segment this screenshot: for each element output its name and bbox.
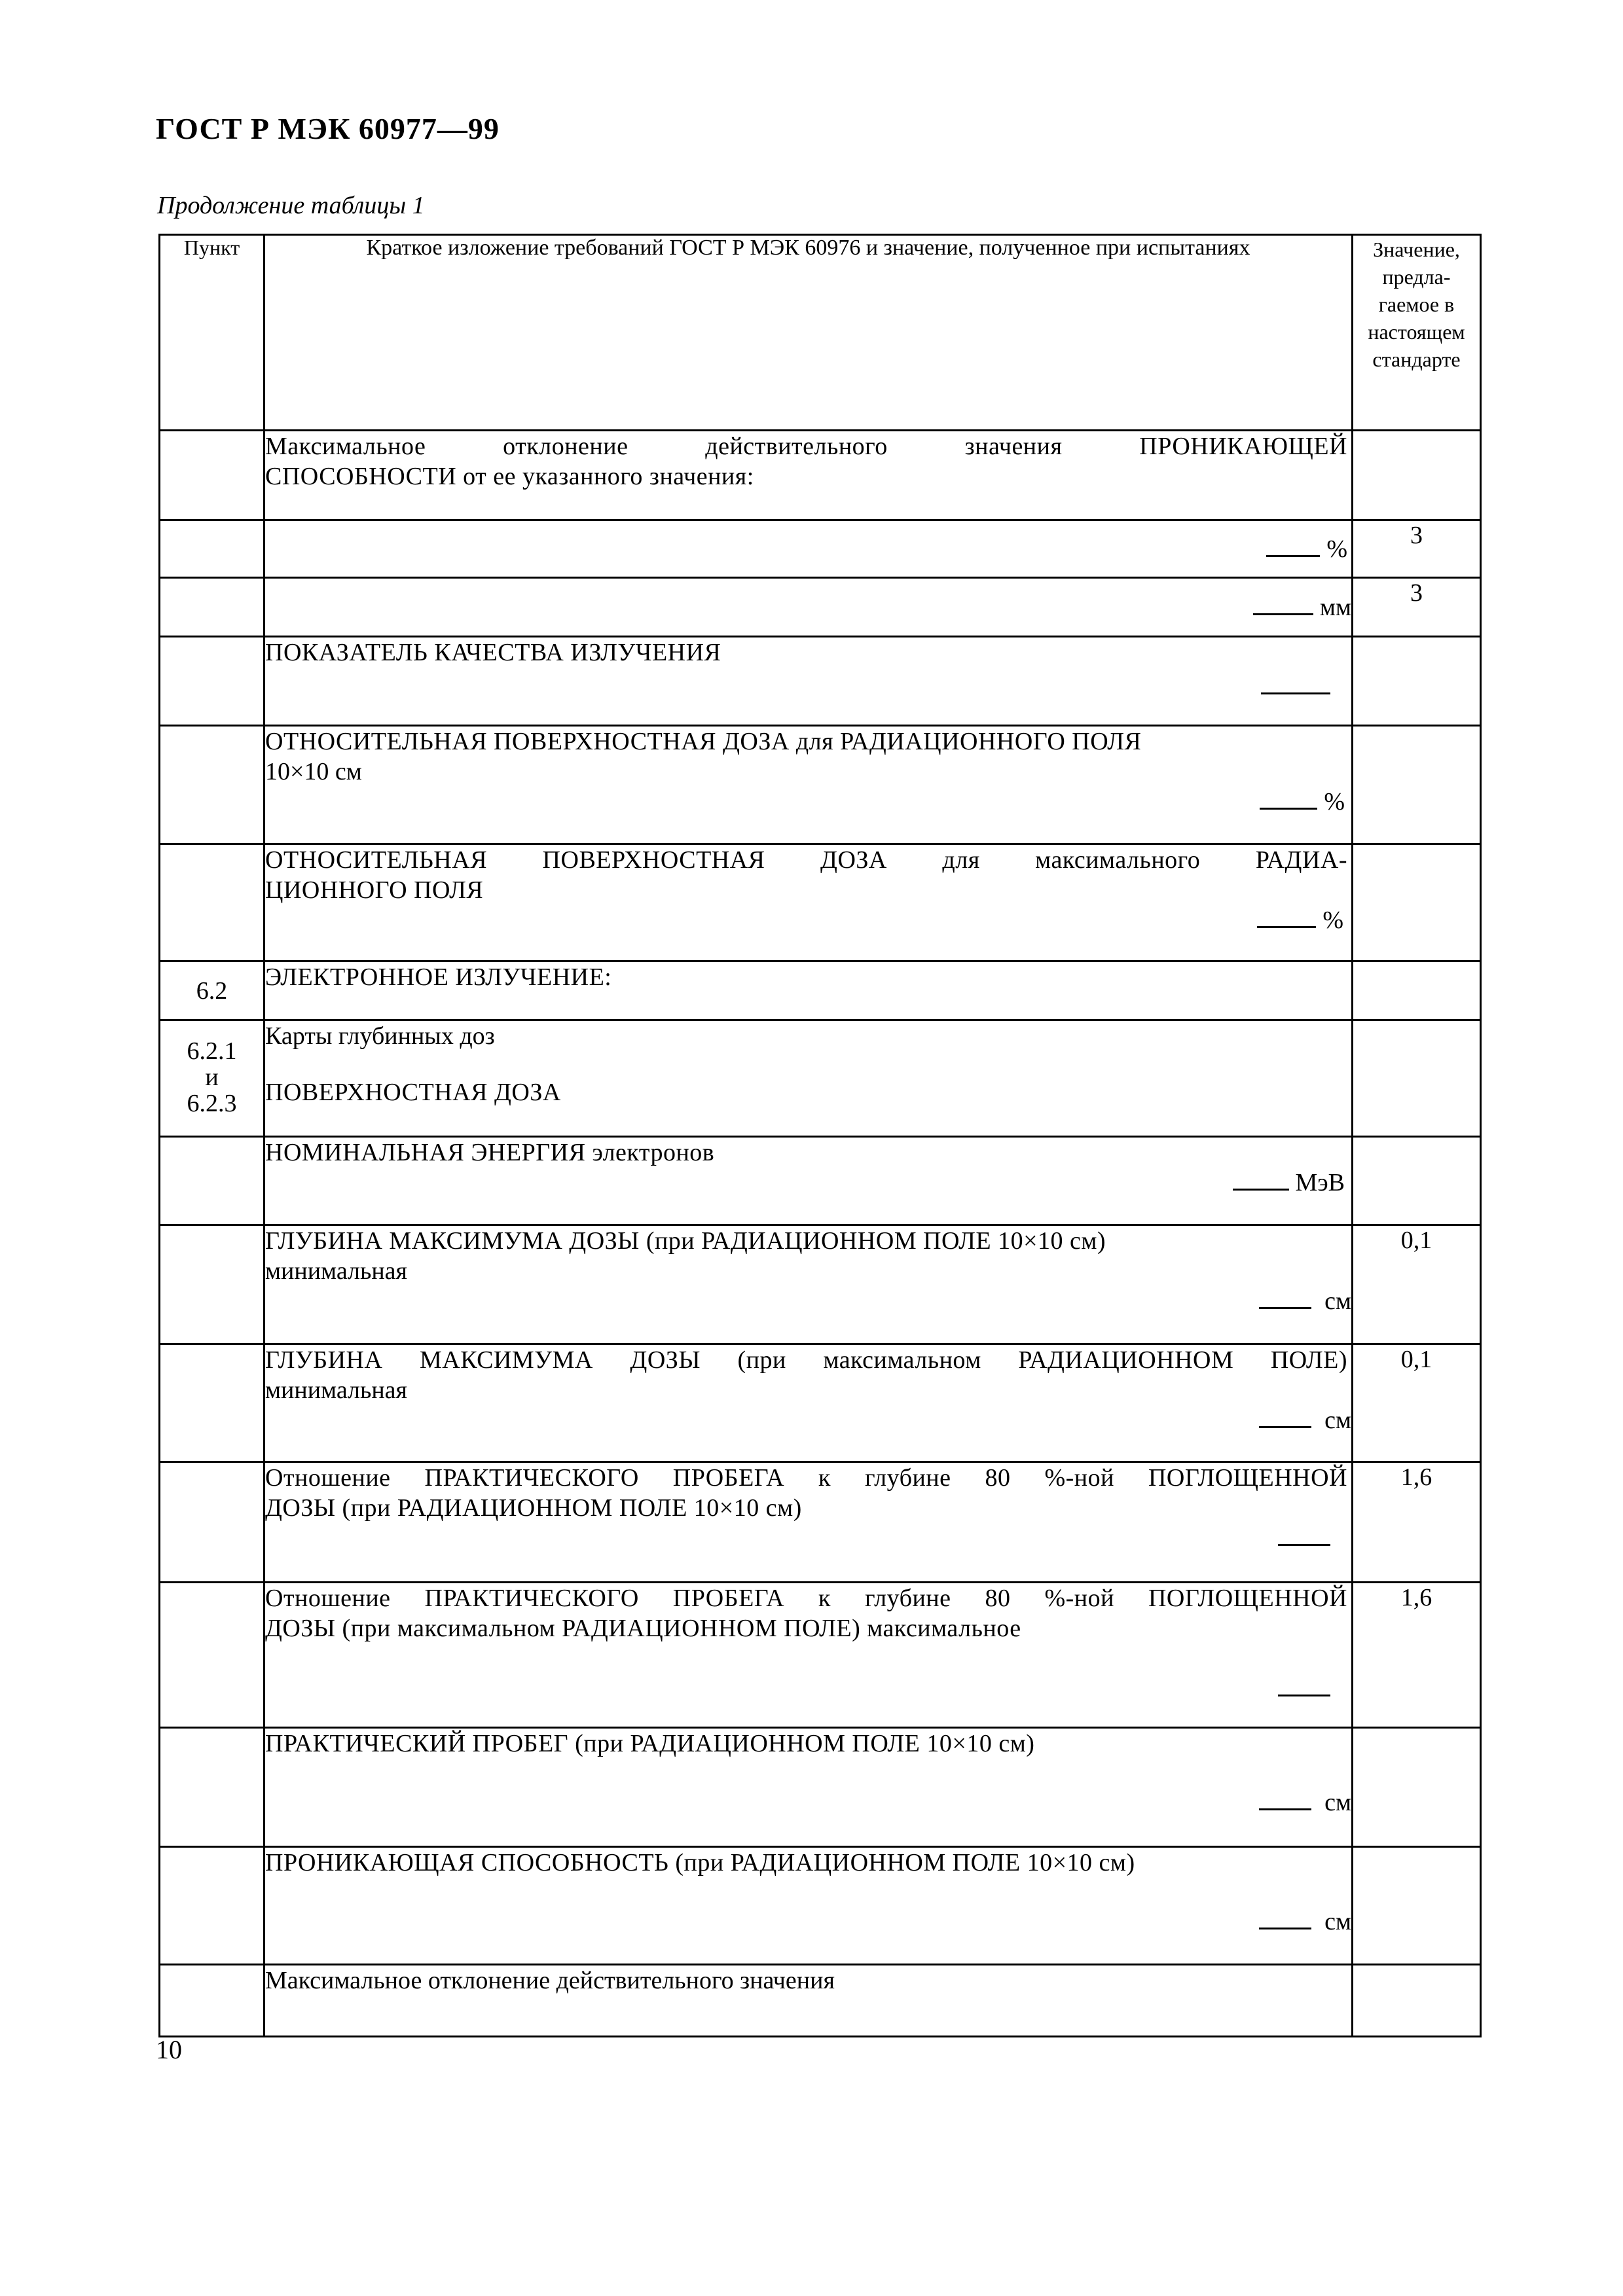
cell-description: [264, 1225, 1353, 1344]
cell-value: [1353, 1847, 1481, 1965]
description-line: минимальная: [265, 1376, 408, 1404]
cell-punkt: [160, 726, 264, 844]
cell-description: [264, 1965, 1353, 2037]
table-row: [160, 1137, 1481, 1225]
cell-value: [1353, 637, 1481, 726]
table-row: [160, 520, 1481, 578]
page-number: 10: [156, 2035, 182, 2064]
answer-blank: [265, 1787, 1351, 1818]
cell-value: 0,1: [1353, 1344, 1481, 1462]
cell-description: [264, 961, 1353, 1020]
document-title: ГОСТ Р МЭК 60977—99: [156, 112, 500, 145]
unit-label: см: [1324, 1908, 1351, 1935]
punkt-line: 6.2.1: [187, 1037, 237, 1065]
table-row: [160, 961, 1481, 1020]
column-header-value-line: стандарте: [1372, 348, 1461, 371]
cell-description: [264, 637, 1353, 726]
cell-description: [264, 1583, 1353, 1728]
unit-label: см: [1324, 1407, 1351, 1434]
description-line: ПРАКТИЧЕСКИЙ ПРОБЕГ (при РАДИАЦИОННОМ ПОЛЕ 10×10 см): [265, 1730, 1035, 1757]
table-row: [160, 637, 1481, 726]
description-line: Карты глубинных доз: [265, 1022, 495, 1050]
unit-label: МэВ: [1295, 1169, 1345, 1196]
cell-description: [264, 578, 1353, 637]
answer-blank: [265, 592, 1351, 622]
table-row: [160, 1583, 1481, 1728]
unit-label: %: [1324, 788, 1345, 816]
cell-value: 3: [1353, 578, 1481, 637]
cell-punkt: 6.2: [160, 961, 264, 1020]
cell-punkt: [160, 578, 264, 637]
cell-value: [1353, 961, 1481, 1020]
cell-punkt: [160, 844, 264, 961]
unit-label: %: [1326, 535, 1347, 563]
punkt-line: и: [205, 1064, 219, 1091]
description-line: ПОВЕРХНОСТНАЯ ДОЗА: [265, 1079, 561, 1106]
table-row: [160, 578, 1481, 637]
cell-value: [1353, 1137, 1481, 1225]
cell-description: [264, 1020, 1353, 1137]
cell-punkt: [160, 1965, 264, 2037]
cell-description: [264, 431, 1353, 520]
requirements-table: [158, 234, 1482, 2037]
cell-punkt: [160, 431, 264, 520]
column-header-value-line: Значение,: [1373, 238, 1460, 261]
table-continuation-caption: Продолжение таблицы 1: [157, 192, 425, 219]
table-row: [160, 431, 1481, 520]
cell-punkt: [160, 1728, 264, 1847]
answer-blank: [265, 787, 1351, 817]
cell-punkt: [160, 1462, 264, 1583]
cell-description: [264, 1344, 1353, 1462]
table-row: [160, 1020, 1481, 1137]
cell-punkt: [160, 1137, 264, 1225]
cell-punkt: [160, 520, 264, 578]
description-line: Максимальное отклонение действительного значения: [265, 1967, 835, 1994]
answer-blank: [265, 1286, 1351, 1316]
answer-blank: [265, 672, 1351, 702]
column-header-value: [1353, 235, 1481, 431]
description-line: Максимальное отклонение действительного значения ПРОНИКАЮЩЕЙ: [265, 433, 1347, 460]
cell-value: 0,1: [1353, 1225, 1481, 1344]
column-header-punkt: Пункт: [160, 235, 264, 431]
answer-blank: [265, 905, 1351, 935]
description-line: ПРОНИКАЮЩАЯ СПОСОБНОСТЬ (при РАДИАЦИОННОМ ПОЛЕ 10×10 см): [265, 1849, 1135, 1876]
answer-blank: [265, 1168, 1351, 1198]
table-row: [160, 844, 1481, 961]
cell-value: [1353, 1728, 1481, 1847]
description-line: ОТНОСИТЕЛЬНАЯ ПОВЕРХНОСТНАЯ ДОЗА для максимального РАДИА-: [265, 846, 1347, 874]
answer-blank: [265, 1523, 1351, 1553]
table-row: [160, 1462, 1481, 1583]
table-row: [160, 1965, 1481, 2037]
unit-label: см: [1324, 1789, 1351, 1816]
column-header-value-line: предла-: [1382, 265, 1451, 289]
unit-label: мм: [1319, 593, 1351, 621]
cell-value: 1,6: [1353, 1462, 1481, 1583]
description-line: ПОКАЗАТЕЛЬ КАЧЕСТВА ИЗЛУЧЕНИЯ: [265, 639, 721, 666]
cell-value: 3: [1353, 520, 1481, 578]
description-line: ГЛУБИНА МАКСИМУМА ДОЗЫ (при РАДИАЦИОННОМ ПОЛЕ 10×10 см): [265, 1227, 1106, 1255]
cell-description: [264, 520, 1353, 578]
description-line: НОМИНАЛЬНАЯ ЭНЕРГИЯ электронов: [265, 1139, 715, 1166]
cell-description: [264, 1847, 1353, 1965]
description-line: ДОЗЫ (при РАДИАЦИОННОМ ПОЛЕ 10×10 см): [265, 1494, 802, 1522]
description-line: минимальная: [265, 1257, 408, 1285]
cell-description: [264, 1728, 1353, 1847]
table-row: [160, 1847, 1481, 1965]
description-line: Отношение ПРАКТИЧЕСКОГО ПРОБЕГА к глубине 80 %-ной ПОГЛОЩЕННОЙ: [265, 1464, 1347, 1492]
description-line: Отношение ПРАКТИЧЕСКОГО ПРОБЕГА к глубине 80 %-ной ПОГЛОЩЕННОЙ: [265, 1585, 1347, 1612]
cell-punkt: [160, 1847, 264, 1965]
cell-value: [1353, 431, 1481, 520]
description-line: 10×10 см: [265, 758, 362, 785]
column-header-description: Краткое изложение требований ГОСТ Р МЭК 60976 и значение, полученное при испытаниях: [264, 235, 1353, 431]
cell-punkt: [160, 1583, 264, 1728]
description-line: ЦИОННОГО ПОЛЯ: [265, 876, 484, 904]
table-row: [160, 1344, 1481, 1462]
cell-punkt: [160, 637, 264, 726]
answer-blank: [265, 1907, 1351, 1937]
description-line: ДОЗЫ (при максимальном РАДИАЦИОННОМ ПОЛЕ) максимальное: [265, 1615, 1021, 1642]
description-line: ГЛУБИНА МАКСИМУМА ДОЗЫ (при максимальном РАДИАЦИОННОМ ПОЛЕ): [265, 1346, 1347, 1374]
cell-description: [264, 1462, 1353, 1583]
answer-blank: [265, 534, 1351, 564]
unit-label: см: [1324, 1287, 1351, 1315]
table-row: [160, 726, 1481, 844]
punkt-line: 6.2.3: [187, 1090, 237, 1117]
cell-value: [1353, 1965, 1481, 2037]
table-header-row: [160, 235, 1481, 431]
cell-value: [1353, 844, 1481, 961]
answer-blank: [265, 1405, 1351, 1435]
cell-description: [264, 844, 1353, 961]
description-line: ЭЛЕКТРОННОЕ ИЗЛУЧЕНИЕ:: [265, 963, 612, 991]
column-header-value-line: гаемое в: [1378, 293, 1455, 316]
cell-punkt: [160, 1344, 264, 1462]
description-line: ОТНОСИТЕЛЬНАЯ ПОВЕРХНОСТНАЯ ДОЗА для РАДИАЦИОННОГО ПОЛЯ: [265, 728, 1142, 755]
cell-value: [1353, 726, 1481, 844]
answer-blank: [265, 1674, 1351, 1704]
table-row: [160, 1728, 1481, 1847]
cell-value: 1,6: [1353, 1583, 1481, 1728]
description-line: СПОСОБНОСТИ от ее указанного значения:: [265, 463, 754, 490]
cell-value: [1353, 1020, 1481, 1137]
unit-label: %: [1322, 906, 1343, 934]
column-header-value-line: настоящем: [1368, 320, 1465, 344]
cell-description: [264, 726, 1353, 844]
table-row: [160, 1225, 1481, 1344]
cell-description: [264, 1137, 1353, 1225]
cell-punkt: [160, 1225, 264, 1344]
cell-punkt: [160, 1020, 264, 1137]
